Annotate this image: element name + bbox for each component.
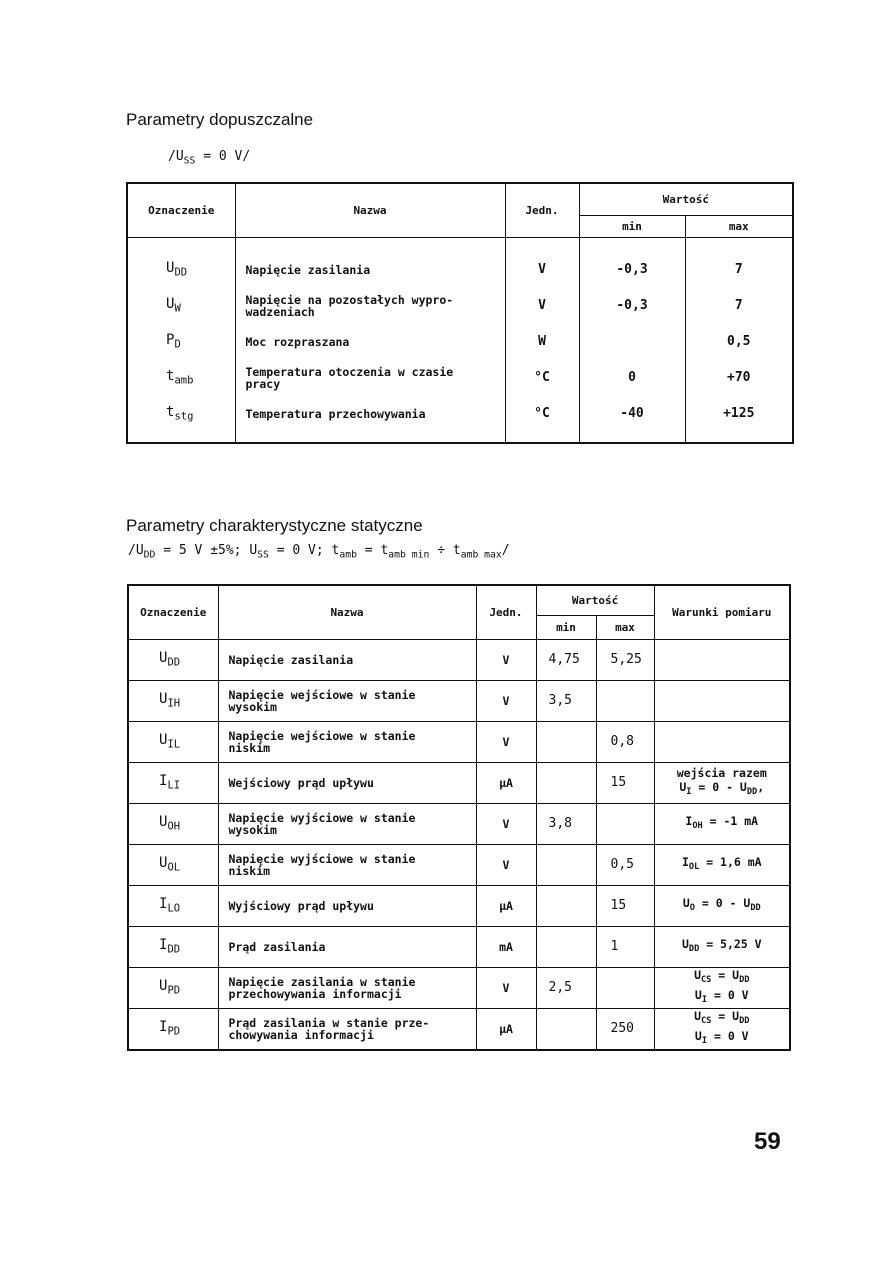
header-symbol: Oznaczenie xyxy=(128,585,218,639)
row-unit: V xyxy=(476,639,536,680)
row-symbol: $P_D$ xyxy=(127,324,235,360)
row-symbol: $U_{PD}$ xyxy=(128,967,218,1008)
row-name: Napięcie na pozostałych wypro- wadzeniach xyxy=(235,288,505,324)
row-min: -0,3 xyxy=(579,288,685,324)
table-row xyxy=(128,844,790,885)
row-symbol: $I_{LI}$ xyxy=(128,762,218,803)
row-min xyxy=(536,844,596,885)
row-unit: V xyxy=(476,680,536,721)
table-row xyxy=(127,396,793,443)
row-min xyxy=(536,1008,596,1050)
row-min xyxy=(536,926,596,967)
row-name: Wejściowy prąd upływu xyxy=(218,762,476,803)
row-symbol: $I_{PD}$ xyxy=(128,1008,218,1050)
row-conditions xyxy=(654,721,790,762)
row-max: 5,25 xyxy=(596,639,654,680)
row-conditions xyxy=(654,680,790,721)
row-symbol: $U_{IH}$ xyxy=(128,680,218,721)
row-conditions: $I_{OH} = -1$ mA xyxy=(654,803,790,844)
row-max: +70 xyxy=(685,360,793,396)
section2-title: Parametry charakterystyczne statyczne xyxy=(126,516,423,535)
row-min: 0 xyxy=(579,360,685,396)
row-name: Wyjściowy prąd upływu xyxy=(218,885,476,926)
row-symbol: $U_{OH}$ xyxy=(128,803,218,844)
row-max: 7 xyxy=(685,288,793,324)
row-min xyxy=(579,324,685,360)
row-name: Prąd zasilania w stanie prze- chowywania informacji xyxy=(218,1008,476,1050)
row-min: -40 xyxy=(579,396,685,443)
row-max: +125 xyxy=(685,396,793,443)
row-name: Napięcie wejściowe w stanie wysokim xyxy=(218,680,476,721)
row-name: Napięcie zasilania w stanie przechowywania informacji xyxy=(218,967,476,1008)
row-max: 15 xyxy=(596,885,654,926)
row-symbol: $t_{amb}$ xyxy=(127,360,235,396)
header-value: Wartość xyxy=(579,183,793,215)
absolute-ratings-table xyxy=(126,182,794,444)
page-number: 59 xyxy=(754,1128,781,1155)
row-unit: V xyxy=(505,237,579,288)
row-unit: °C xyxy=(505,396,579,443)
row-unit: V xyxy=(476,967,536,1008)
row-unit: V xyxy=(505,288,579,324)
table-row xyxy=(127,288,793,324)
row-conditions: $U_{DD} = 5,25$ V xyxy=(654,926,790,967)
row-max xyxy=(596,967,654,1008)
table-row xyxy=(128,639,790,680)
row-symbol: $U_{DD}$ xyxy=(127,237,235,288)
table-row xyxy=(127,360,793,396)
row-unit: V xyxy=(476,803,536,844)
row-max: 0,5 xyxy=(596,844,654,885)
table-row xyxy=(128,926,790,967)
table-row xyxy=(127,324,793,360)
row-symbol: $U_{DD}$ xyxy=(128,639,218,680)
row-unit: µA xyxy=(476,885,536,926)
row-unit: V xyxy=(476,721,536,762)
row-min xyxy=(536,721,596,762)
row-unit: V xyxy=(476,844,536,885)
section1-condition: $/U_{SS} = 0$ V/ xyxy=(168,149,251,167)
row-symbol: $U_{IL}$ xyxy=(128,721,218,762)
row-unit: µA xyxy=(476,762,536,803)
header-min: min xyxy=(536,615,596,639)
section1-title: Parametry dopuszczalne xyxy=(126,110,314,129)
table-row xyxy=(128,803,790,844)
row-max xyxy=(596,680,654,721)
row-symbol: $I_{LO}$ xyxy=(128,885,218,926)
row-conditions: $U_{CS} = U_{DD}$ $U_I = 0$ V xyxy=(654,967,790,1008)
header-min: min xyxy=(579,215,685,237)
row-name: Napięcie wejściowe w stanie niskim xyxy=(218,721,476,762)
row-max: 0,8 xyxy=(596,721,654,762)
row-min xyxy=(536,762,596,803)
header-value: Wartość xyxy=(536,585,654,615)
table-row xyxy=(128,762,790,803)
row-min: -0,3 xyxy=(579,237,685,288)
row-symbol: $I_{DD}$ xyxy=(128,926,218,967)
row-name: Temperatura otoczenia w czasie pracy xyxy=(235,360,505,396)
header-max: max xyxy=(596,615,654,639)
row-max: 1 xyxy=(596,926,654,967)
row-min: 4,75 xyxy=(536,639,596,680)
static-characteristics-table xyxy=(127,584,791,1051)
table-row xyxy=(128,721,790,762)
row-conditions: wejścia razem $U_I = 0 - U_{DD}$, xyxy=(654,762,790,803)
row-max xyxy=(596,803,654,844)
table-row xyxy=(128,967,790,1008)
row-unit: W xyxy=(505,324,579,360)
table-row xyxy=(128,1008,790,1050)
row-unit: µA xyxy=(476,1008,536,1050)
row-max: 0,5 xyxy=(685,324,793,360)
row-max: 7 xyxy=(685,237,793,288)
row-conditions xyxy=(654,639,790,680)
table-row xyxy=(128,680,790,721)
row-name: Moc rozpraszana xyxy=(235,324,505,360)
row-conditions: $I_{OL} = 1,6$ mA xyxy=(654,844,790,885)
row-unit: mA xyxy=(476,926,536,967)
row-max: 250 xyxy=(596,1008,654,1050)
row-conditions: $U_O = 0 - U_{DD}$ xyxy=(654,885,790,926)
header-symbol: Oznaczenie xyxy=(127,183,235,237)
row-symbol: $U_W$ xyxy=(127,288,235,324)
row-name: Temperatura przechowywania xyxy=(235,396,505,443)
header-unit: Jedn. xyxy=(505,183,579,237)
row-name: Napięcie zasilania xyxy=(235,237,505,288)
row-symbol: $t_{stg}$ xyxy=(127,396,235,443)
header-unit: Jedn. xyxy=(476,585,536,639)
row-conditions: $U_{CS} = U_{DD}$ $U_I = 0$ V xyxy=(654,1008,790,1050)
header-conditions: Warunki pomiaru xyxy=(654,585,790,639)
row-unit: °C xyxy=(505,360,579,396)
row-min xyxy=(536,885,596,926)
row-min: 3,5 xyxy=(536,680,596,721)
row-name: Napięcie zasilania xyxy=(218,639,476,680)
row-name: Prąd zasilania xyxy=(218,926,476,967)
header-name: Nazwa xyxy=(235,183,505,237)
row-max: 15 xyxy=(596,762,654,803)
row-symbol: $U_{OL}$ xyxy=(128,844,218,885)
table-row xyxy=(127,237,793,288)
header-name: Nazwa xyxy=(218,585,476,639)
row-min: 3,8 xyxy=(536,803,596,844)
row-min: 2,5 xyxy=(536,967,596,1008)
table-row xyxy=(128,885,790,926)
row-name: Napięcie wyjściowe w stanie niskim xyxy=(218,844,476,885)
section2-condition: $/U_{DD} = 5$ V ±5%; $U_{SS} = 0$ V; $t_{amb} = t_{amb min} \div t_{amb max}/$ xyxy=(128,543,510,561)
header-max: max xyxy=(685,215,793,237)
row-name: Napięcie wyjściowe w stanie wysokim xyxy=(218,803,476,844)
